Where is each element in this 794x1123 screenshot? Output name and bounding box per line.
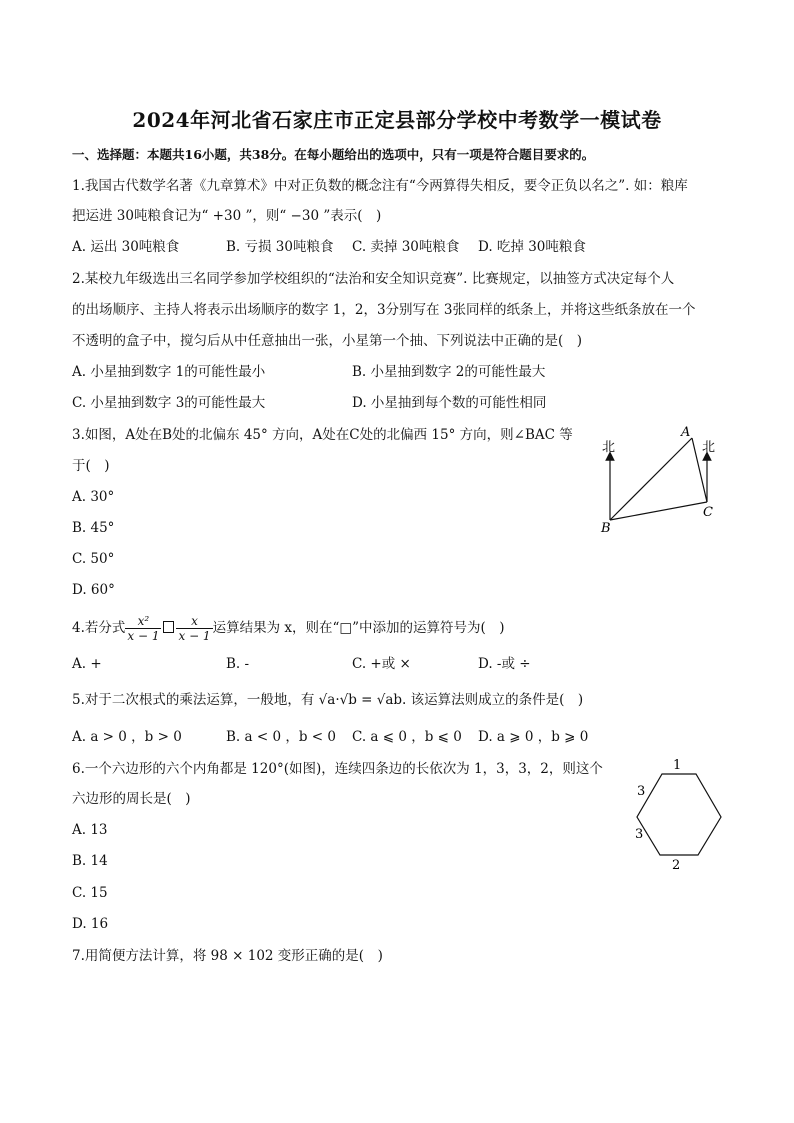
question-3-option-a: A. 30°	[72, 489, 115, 505]
question-4-option-a: A. +	[72, 656, 102, 672]
question-4-option-d: D. -或 ÷	[478, 656, 531, 672]
side-label-top: 1	[673, 758, 682, 773]
question-5-line-1: 5.对于二次根式的乘法运算，一般地，有 √a·√b = √ab. 该运算法则成立的条件是( )	[72, 692, 584, 708]
point-b-label: B	[601, 521, 611, 536]
question-1-option-d: D. 吃掉 30吨粮食	[478, 239, 586, 255]
question-2-line-1: 2.某校九年级选出三名同学参加学校组织的“法治和安全知识竞赛”. 比赛规定，以抽签方式决定每个人	[72, 271, 675, 287]
north-label-2: 北	[702, 440, 716, 455]
side-label-lower-left: 3	[635, 827, 644, 842]
question-3-option-d: D. 60°	[72, 582, 115, 598]
question-4-line-1	[72, 614, 505, 643]
question-2-line-3: 不透明的盒子中，搅匀后从中任意抽出一张，小星第一个抽、下列说法中正确的是( )	[72, 333, 583, 349]
question-4-option-c: C. +或 ×	[352, 656, 411, 672]
question-5-option-a: A. a > 0 ，b > 0	[72, 729, 182, 745]
hexagon-shape	[637, 774, 721, 855]
question-6-option-d: D. 16	[72, 916, 109, 932]
question-2-line-2: 的出场顺序、主持人将表示出场顺序的数字 1，2，3分别写在 3张同样的纸条上，并将这些纸条放在一个	[72, 302, 696, 318]
segment-ba	[610, 438, 692, 520]
question-6-line-1: 6.一个六边形的六个内角都是 120°(如图)，连续四条边的长依次为 1，3，3，2，则这个	[72, 761, 603, 777]
question-6-option-c: C. 15	[72, 885, 108, 901]
question-4-option-b: B. -	[226, 656, 250, 672]
side-label-upper-left: 3	[637, 784, 646, 799]
fraction-2	[176, 614, 212, 643]
question-1-option-c: C. 卖掉 30吨粮食	[352, 239, 460, 255]
question-4-prefix: 4.若分式	[72, 620, 126, 636]
fraction-1	[125, 614, 161, 643]
question-1-option-a: A. 运出 30吨粮食	[72, 239, 180, 255]
question-5-option-c: C. a ⩽ 0 ，b ⩽ 0	[352, 729, 462, 745]
fraction-1-numerator: x²	[125, 614, 161, 629]
fraction-2-numerator: x	[176, 614, 212, 629]
question-2-option-a: A. 小星抽到数字 1的可能性最小	[72, 364, 266, 380]
north-label-1: 北	[602, 440, 616, 455]
fraction-2-denominator: x − 1	[178, 629, 211, 643]
side-label-bottom: 2	[672, 858, 681, 873]
page-title: 2024年河北省石家庄市正定县部分学校中考数学一模试卷	[132, 108, 662, 132]
question-2-option-c: C. 小星抽到数字 3的可能性最大	[72, 395, 266, 411]
question-3-option-c: C. 50°	[72, 551, 115, 567]
question-1-option-b: B. 亏损 30吨粮食	[226, 239, 334, 255]
question-6-option-a: A. 13	[72, 822, 108, 838]
direction-figure	[590, 420, 730, 540]
hexagon-figure	[620, 752, 740, 882]
question-2-option-d: D. 小星抽到每个数的可能性相同	[352, 395, 547, 411]
point-a-label: A	[681, 425, 691, 440]
question-6-option-b: B. 14	[72, 853, 108, 869]
question-3-option-b: B. 45°	[72, 520, 115, 536]
question-2-option-b: B. 小星抽到数字 2的可能性最大	[352, 364, 546, 380]
question-1-line-1: 1.我国古代数学名著《九章算术》中对正负数的概念注有“今两算得失相反，要令正负以名之”. 如：粮库	[72, 178, 688, 194]
point-c-label: C	[703, 505, 713, 520]
question-5-option-d: D. a ⩾ 0 ，b ⩾ 0	[478, 729, 589, 745]
question-7-line-1: 7.用简便方法计算，将 98 × 102 变形正确的是( )	[72, 948, 383, 964]
question-1-line-2: 把运进 30吨粮食记为“ +30 ”，则“ −30 ”表示( )	[72, 208, 382, 224]
section-heading: 一、选择题：本题共16小题，共38分。在每小题给出的选项中，只有一项是符合题目要求的。	[72, 147, 595, 162]
fraction-1-denominator: x − 1	[127, 629, 160, 643]
question-3-line-2: 于( )	[72, 458, 110, 474]
question-5-option-b: B. a < 0 ，b < 0	[226, 729, 336, 745]
operator-box	[163, 621, 174, 633]
question-4-suffix: 运算结果为 x，则在“□”中添加的运算符号为( )	[212, 620, 505, 636]
question-3-line-1: 3.如图，A处在B处的北偏东 45° 方向，A处在C处的北偏西 15° 方向，则∠BAC 等	[72, 427, 573, 443]
question-6-line-2: 六边形的周长是( )	[72, 791, 191, 807]
